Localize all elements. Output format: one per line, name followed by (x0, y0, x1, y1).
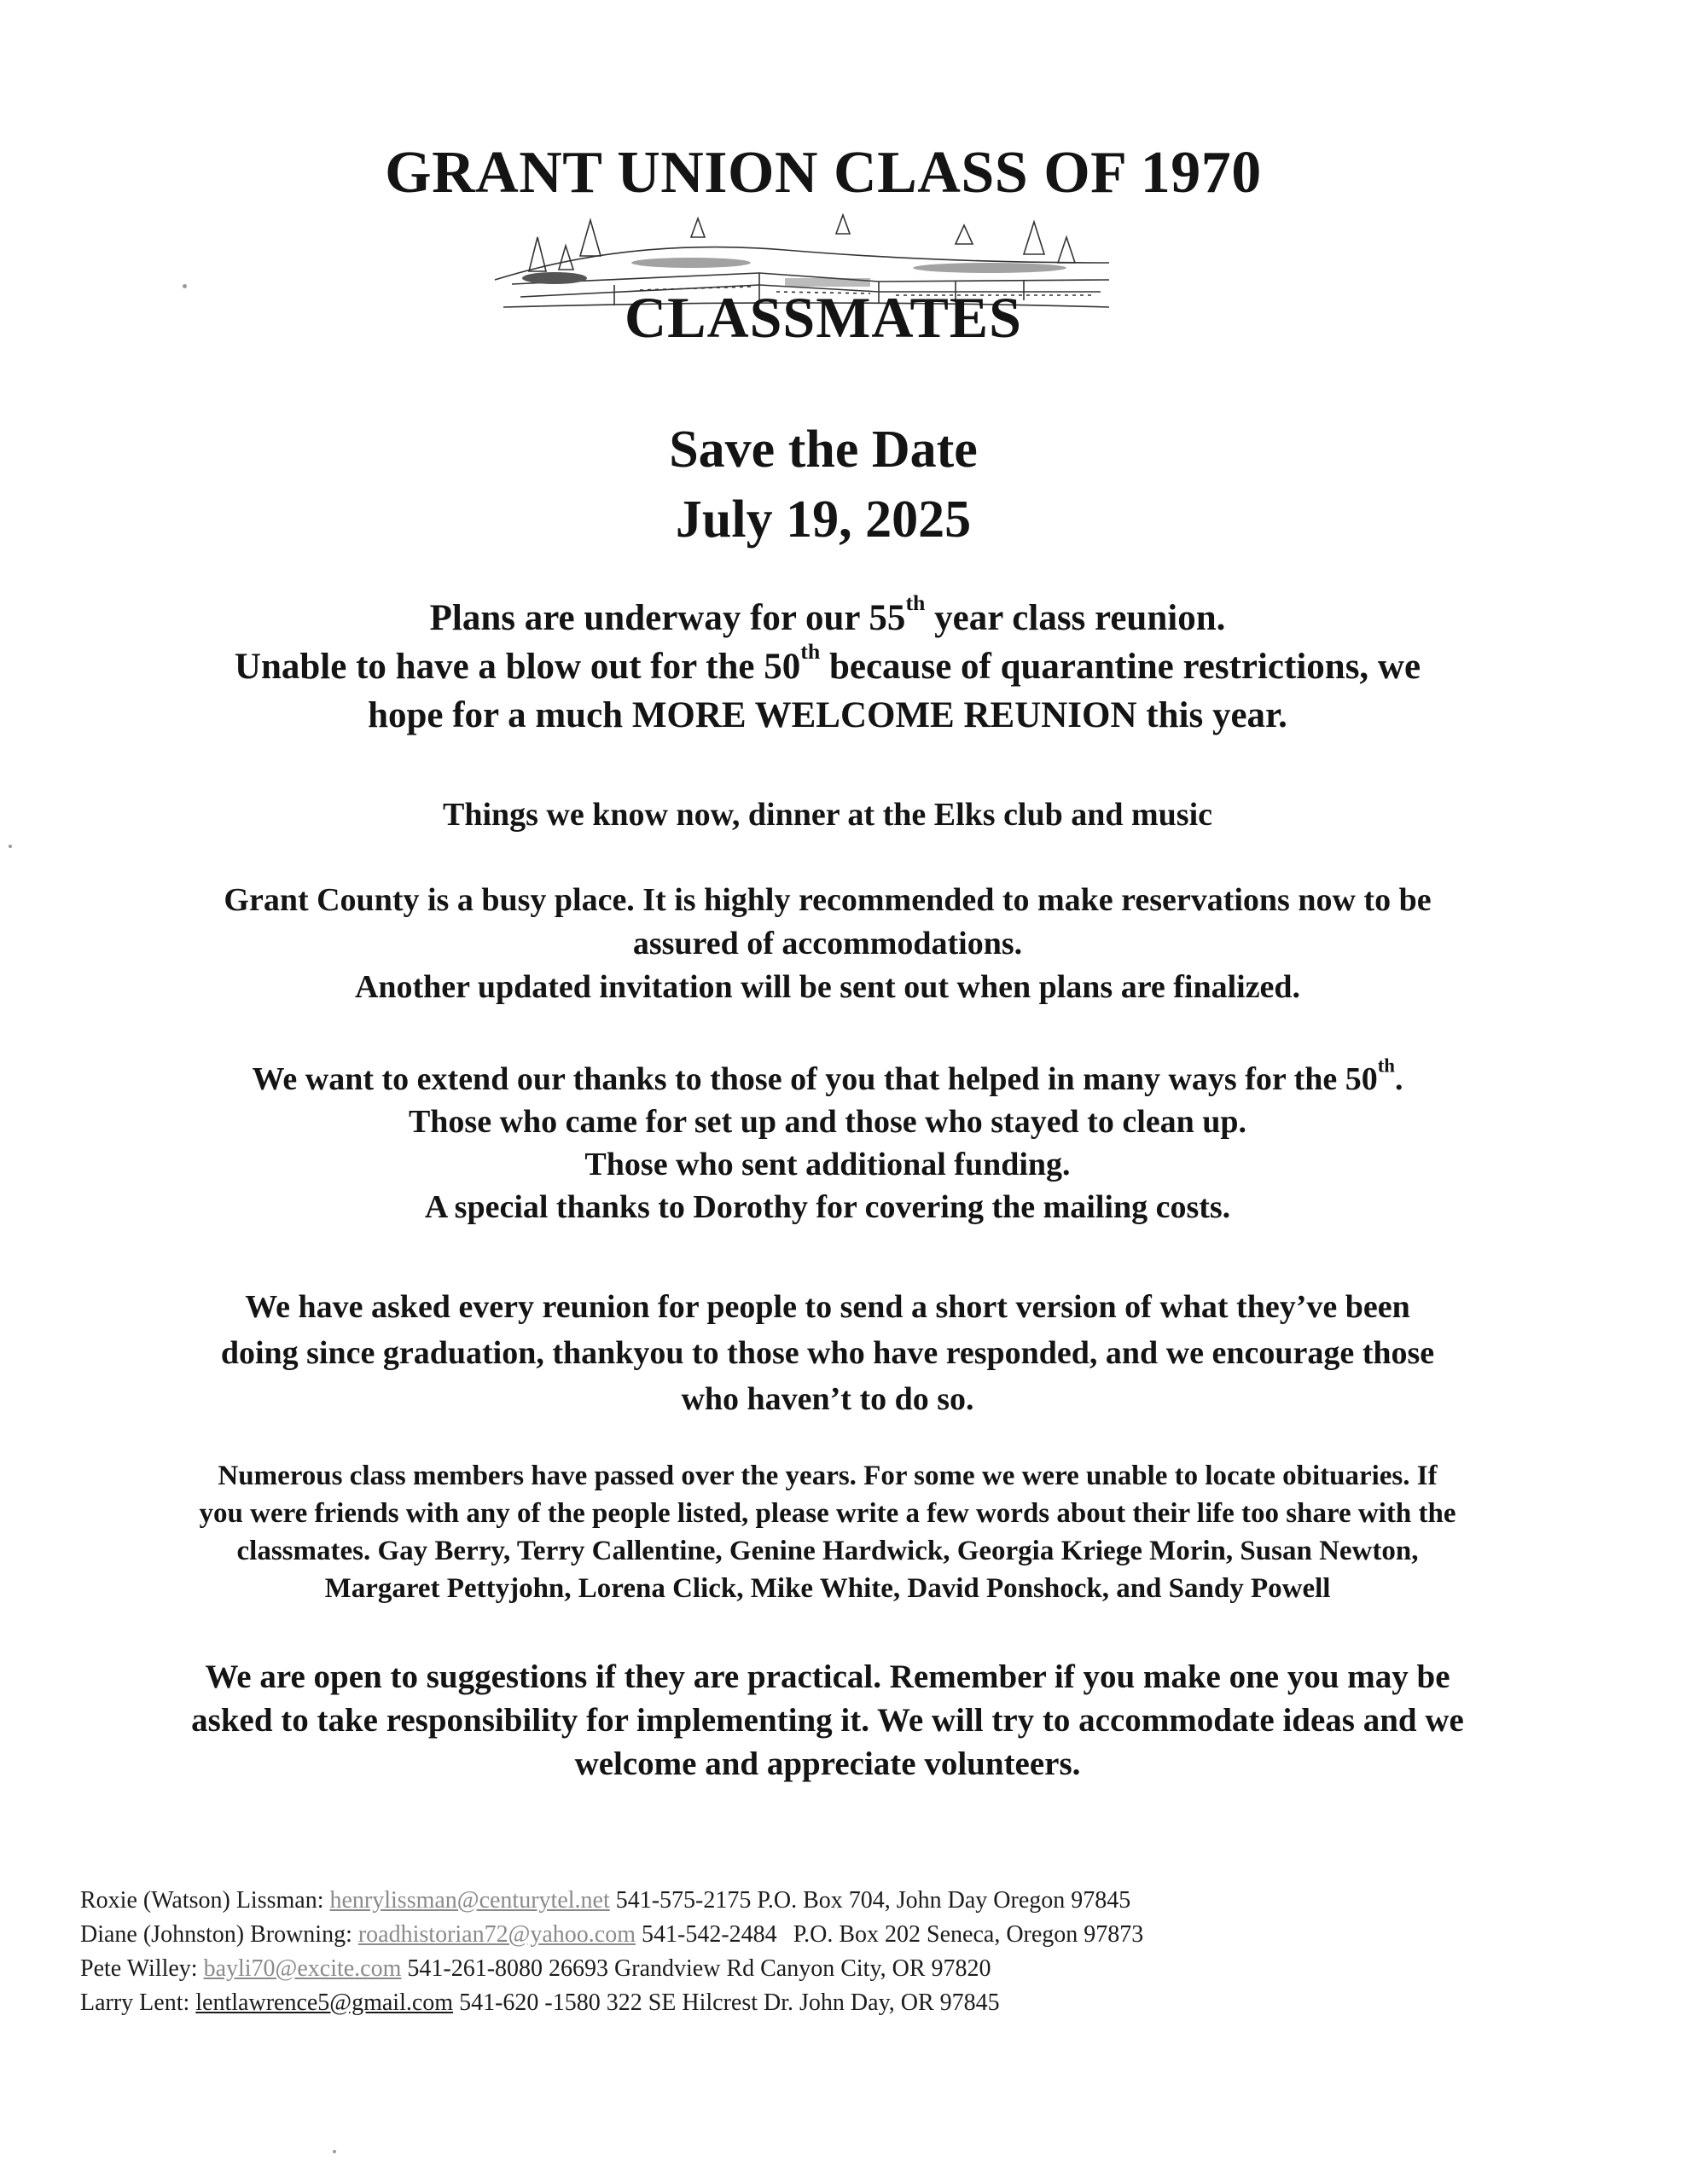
thanks-paragraph (51, 1054, 1604, 1228)
intro-line (51, 638, 1604, 691)
contact-address: 322 SE Hilcrest Dr. John Day, OR 97845 (606, 1989, 1000, 2016)
contact-name: Roxie (Watson) Lissman: (80, 1887, 324, 1914)
contact-address: 26693 Grandview Rd Canyon City, OR 97820 (549, 1955, 991, 1982)
contact-phone: 541-575-2175 (615, 1887, 752, 1914)
memorial-line: Numerous class members have passed over the years. For some we were unable to locate obituaries. If (218, 1461, 1438, 1491)
intro-line (51, 590, 1604, 642)
page-subtitle: CLASSMATES (625, 285, 1022, 350)
intro-text: year class reunion. (925, 598, 1226, 638)
thanks-text: We want to extend our thanks to those of you that helped in many ways for the 50 (252, 1061, 1378, 1097)
contact-row (80, 1986, 1616, 2020)
contact-row (80, 1884, 1616, 1918)
accommodations-line: Another updated invitation will be sent out when plans are finalized. (354, 969, 1301, 1005)
contact-email-link[interactable]: lentlawrence5@gmail.com (195, 1989, 454, 2016)
memorial-line: classmates. Gay Berry, Terry Callentine, Genine Hardwick, Georgia Kriege Morin, Susan Newton, (236, 1536, 1419, 1566)
contact-address: P.O. Box 704, John Day Oregon 97845 (757, 1887, 1131, 1914)
contact-phone: 541-261-8080 (407, 1955, 543, 1982)
contact-email-link[interactable]: roadhistorian72@yahoo.com (357, 1921, 636, 1948)
accommodations-line: assured of accommodations. (632, 926, 1023, 961)
contact-address: P.O. Box 202 Seneca, Oregon 97873 (793, 1921, 1144, 1948)
known-plans-line: Things we know now, dinner at the Elks club and music (442, 797, 1213, 833)
accommodations-line: Grant County is a busy place. It is highly recommended to make reservations now to be (224, 882, 1432, 918)
ordinal-suffix: th (905, 590, 926, 615)
page-title: GRANT UNION CLASS OF 1970 (385, 140, 1262, 206)
known-plans-paragraph (51, 793, 1604, 836)
memorial-line: you were friends with any of the people listed, please write a few words about their life too share with the (199, 1498, 1456, 1529)
ordinal-suffix: th (800, 638, 821, 664)
updates-request-line: We have asked every reunion for people to send a short version of what they’ve been (245, 1289, 1410, 1325)
memorial-paragraph (51, 1457, 1604, 1607)
contact-email-link[interactable]: bayli70@excite.com (203, 1955, 402, 1982)
reunion-date: July 19, 2025 (675, 491, 972, 549)
updates-request-line: doing since graduation, thankyou to those who have responded, and we encourage those (220, 1335, 1435, 1371)
accommodations-paragraph (51, 879, 1604, 1009)
suggestions-line: We are open to suggestions if they are practical. Remember if you make one you may be (205, 1658, 1450, 1695)
suggestions-paragraph (51, 1655, 1604, 1786)
contact-list (80, 1884, 1616, 2020)
suggestions-line: welcome and appreciate volunteers. (574, 1745, 1081, 1782)
intro-text: because of quarantine restrictions, we (820, 647, 1421, 687)
contact-phone: 541-542-2484 (642, 1921, 777, 1948)
contact-name: Pete Willey: (80, 1955, 198, 1982)
save-the-date-heading: Save the Date (669, 421, 978, 479)
contact-row (80, 1952, 1616, 1986)
thanks-line: A special thanks to Dorothy for covering the mailing costs. (424, 1189, 1231, 1225)
updates-request-line: who haven’t to do so. (681, 1381, 974, 1417)
contact-name: Larry Lent: (80, 1989, 190, 2016)
memorial-line: Margaret Pettyjohn, Lorena Click, Mike White, David Ponshock, and Sandy Powell (324, 1573, 1331, 1604)
thanks-text: . (1394, 1061, 1403, 1097)
intro-paragraph (51, 590, 1604, 740)
contact-phone: 541-620 -1580 (459, 1989, 601, 2016)
contact-name: Diane (Johnston) Browning: (80, 1921, 352, 1948)
thanks-line: Those who came for set up and those who stayed to clean up. (408, 1104, 1247, 1140)
intro-text: Unable to have a blow out for the 50 (234, 647, 801, 687)
contact-row (80, 1918, 1616, 1952)
scan-speck (333, 2150, 336, 2153)
intro-text: Plans are underway for our 55 (429, 598, 906, 638)
updates-request-paragraph (51, 1284, 1604, 1422)
thanks-line (51, 1054, 1604, 1101)
thanks-line: Those who sent additional funding. (584, 1147, 1071, 1182)
contact-email-link[interactable]: henrylissman@centurytel.net (329, 1887, 610, 1914)
suggestions-line: asked to take responsibility for implementing it. We will try to accommodate ideas and we (191, 1702, 1464, 1739)
ordinal-suffix: th (1377, 1054, 1395, 1077)
intro-line: hope for a much MORE WELCOME REUNION this year. (368, 695, 1287, 735)
scan-speck (9, 845, 12, 848)
